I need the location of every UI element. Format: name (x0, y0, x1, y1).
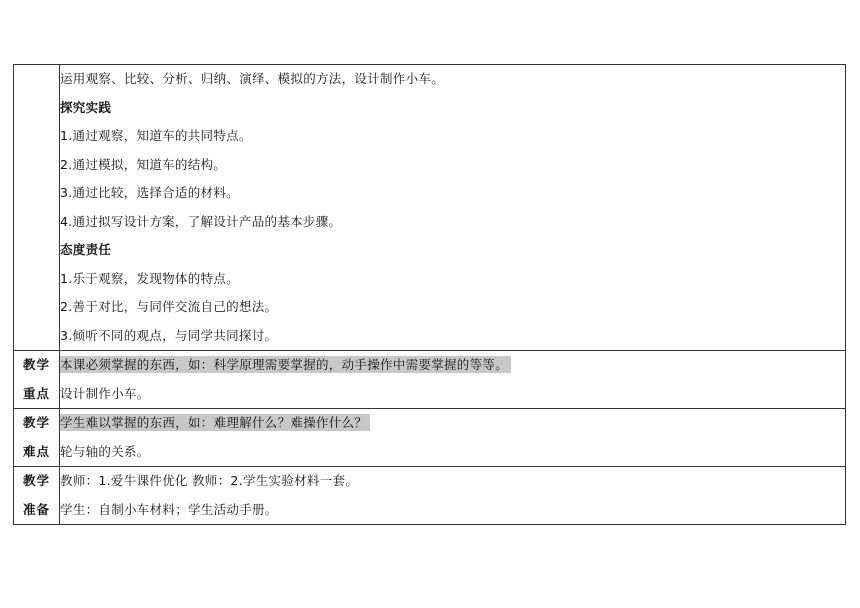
key-points-hint: 本课必须掌握的东西，如：科学原理需要掌握的，动手操作中需要掌握的等等。 (60, 356, 511, 373)
method-content-cell (60, 65, 846, 351)
key-points-label-cell (14, 351, 60, 409)
difficulties-row (14, 409, 846, 467)
section-heading-attitude: 态度责任 (60, 242, 112, 257)
attitude-item: 3.倾听不同的观点，与同学共同探讨。 (60, 327, 278, 343)
row-label: 重点 (22, 385, 50, 401)
preparation-row (14, 467, 846, 525)
preparation-content-cell (60, 467, 846, 525)
row-label: 难点 (22, 443, 50, 459)
key-points-content: 设计制作小车。 (60, 385, 150, 401)
attitude-item: 1.乐于观察，发现物体的特点。 (60, 270, 239, 286)
inquiry-item: 2.通过模拟，知道车的结构。 (60, 156, 227, 172)
difficulties-content: 轮与轴的关系。 (60, 443, 150, 459)
teacher-preparation: 教师：1.爱牛课件优化 教师：2.学生实验材料一套。 (60, 473, 359, 488)
method-line: 运用观察、比较、分析、归纳、演绎、模拟的方法，设计制作小车。 (60, 71, 445, 86)
student-preparation: 学生：自制小车材料；学生活动手册。 (60, 501, 278, 517)
lesson-plan-table (13, 64, 846, 525)
row-label: 准备 (22, 501, 50, 517)
difficulties-hint: 学生难以掌握的东西，如：难理解什么？难操作什么？ (60, 414, 370, 431)
method-row (14, 65, 846, 351)
row-label: 教学 (22, 415, 50, 430)
key-points-content-cell (60, 351, 846, 409)
difficulties-content-cell (60, 409, 846, 467)
row-label: 教学 (22, 357, 50, 372)
row-label: 教学 (22, 473, 50, 488)
difficulties-label-cell (14, 409, 60, 467)
section-heading-inquiry: 探究实践 (60, 99, 112, 115)
key-points-row (14, 351, 846, 409)
attitude-item: 2.善于对比，与同伴交流自己的想法。 (60, 299, 278, 314)
preparation-label-cell (14, 467, 60, 525)
method-label-cell (14, 65, 60, 351)
inquiry-item: 3.通过比较，选择合适的材料。 (60, 185, 239, 200)
inquiry-item: 4.通过拟写设计方案，了解设计产品的基本步骤。 (60, 213, 342, 229)
inquiry-item: 1.通过观察，知道车的共同特点。 (60, 128, 252, 143)
